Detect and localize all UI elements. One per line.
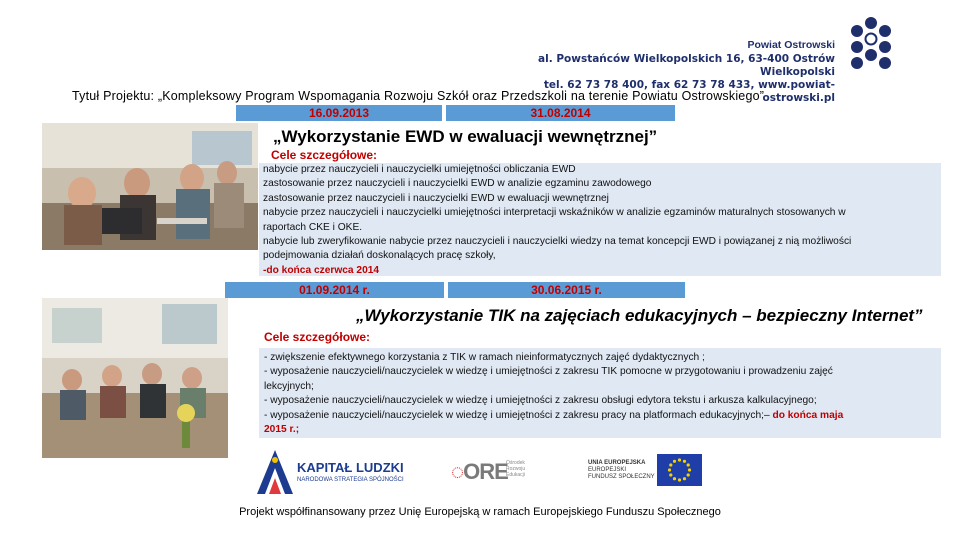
address-line: al. Powstańców Wielkopolskich 16, 63-400 Ostrów Wielkopolski <box>538 53 835 78</box>
goal-item-last: - wyposażenie nauczycieli/nauczycielek w wiedzę i umiejętności z zakresu pracy na platformach edukacyjnych;– do końca maja <box>264 409 844 421</box>
phone-line: tel. 62 73 78 400, fax 62 73 78 433, www.powiat-ostrowski.pl <box>543 79 835 104</box>
ore-sub: Ośrodek Rozwoju Edukacji <box>506 460 526 478</box>
section1-title: „Wykorzystanie EWD w ewaluacji wewnętrznej” <box>273 127 658 146</box>
section1-date-end: 31.08.2014 <box>446 105 675 121</box>
goal-item: podejmowania działań doskonalących pracę szkoły, <box>263 250 496 262</box>
section2-deadline-b: 2015 r.; <box>264 424 300 436</box>
goal-item: nabycie przez nauczycieli i nauczycielki umiejętności interpretacji wskaźników w analizie egzaminów maturalnych stosowanych w <box>263 207 846 219</box>
ore-logo: ◌ORE <box>451 459 508 484</box>
project-title: Tytuł Projektu: „Kompleksowy Program Wspomagania Rozwoju Szkół oraz Przedszkoli na terenie Powiatu Ostrowskiego” <box>72 89 765 103</box>
section2-goals-label: Cele szczegółowe: <box>264 330 371 344</box>
section2-goals-box <box>259 348 941 438</box>
goal-item: zastosowanie przez nauczycieli i nauczycielki EWD w ewaluacji wewnętrznej <box>263 192 609 204</box>
section1-goals-box <box>259 163 941 276</box>
goal-item: lekcyjnych; <box>264 380 314 392</box>
kapital-ludzki-title: KAPITAŁ LUDZKI <box>297 460 404 475</box>
kapital-ludzki-sub: NARODOWA STRATEGIA SPÓJNOŚCI <box>297 477 404 483</box>
goal-item: - wyposażenie nauczycieli/nauczycielek w wiedzę i umiejętności z zakresu TIK pomocne w przygotowaniu i prowadzeniu zajęć <box>264 366 833 378</box>
goal-item: nabycie lub zweryfikowanie nabycie przez nauczycieli i nauczycielki wiedzy na temat koncepcji EWD i powiązanej z nią możliwości <box>263 236 852 248</box>
classroom-photo-1 <box>42 123 258 250</box>
kapital-ludzki-logo-icon <box>255 446 295 496</box>
footer-text: Projekt współfinansowany przez Unię Europejską w ramach Europejskiego Funduszu Społecznego <box>239 506 721 518</box>
eu-text: UNIA EUROPEJSKA EUROPEJSKI FUNDUSZ SPOŁECZNY <box>588 460 655 480</box>
goal-item: raportach CKE i OKE. <box>263 221 363 233</box>
powiat-logo-icon <box>846 16 896 74</box>
section2-date-start: 01.09.2014 r. <box>225 282 444 298</box>
section2-deadline-a: do końca maja <box>769 409 844 421</box>
section1-date-start: 16.09.2013 <box>236 105 442 121</box>
section2-title: „Wykorzystanie TIK na zajęciach edukacyjnych – bezpieczny Internet” <box>356 306 923 325</box>
goal-item: - wyposażenie nauczycieli/nauczycielek w wiedzę i umiejętności z zakresu obsługi edytora tekstu i arkusza kalkulacyjnego; <box>264 395 817 407</box>
section1-deadline: -do końca czerwca 2014 <box>263 264 380 276</box>
ore-ring-icon: ◌ <box>451 459 464 484</box>
goal-item: zastosowanie przez nauczycieli i nauczycielki EWD w analizie egzaminu zawodowego <box>263 178 652 190</box>
brand-name: Powiat Ostrowski <box>747 39 835 51</box>
classroom-photo-2 <box>42 298 228 458</box>
goal-item: nabycie przez nauczycieli i nauczycielki umiejętności obliczania EWD <box>263 164 576 175</box>
section1-goals-label: Cele szczegółowe: <box>271 148 378 162</box>
goal-item: - zwiększenie efektywnego korzystania z TIK w ramach nieinformatycznych zajęć dydaktycznych ; <box>264 352 705 363</box>
section2-date-end: 30.06.2015 r. <box>448 282 685 298</box>
eu-flag-icon <box>657 454 702 486</box>
